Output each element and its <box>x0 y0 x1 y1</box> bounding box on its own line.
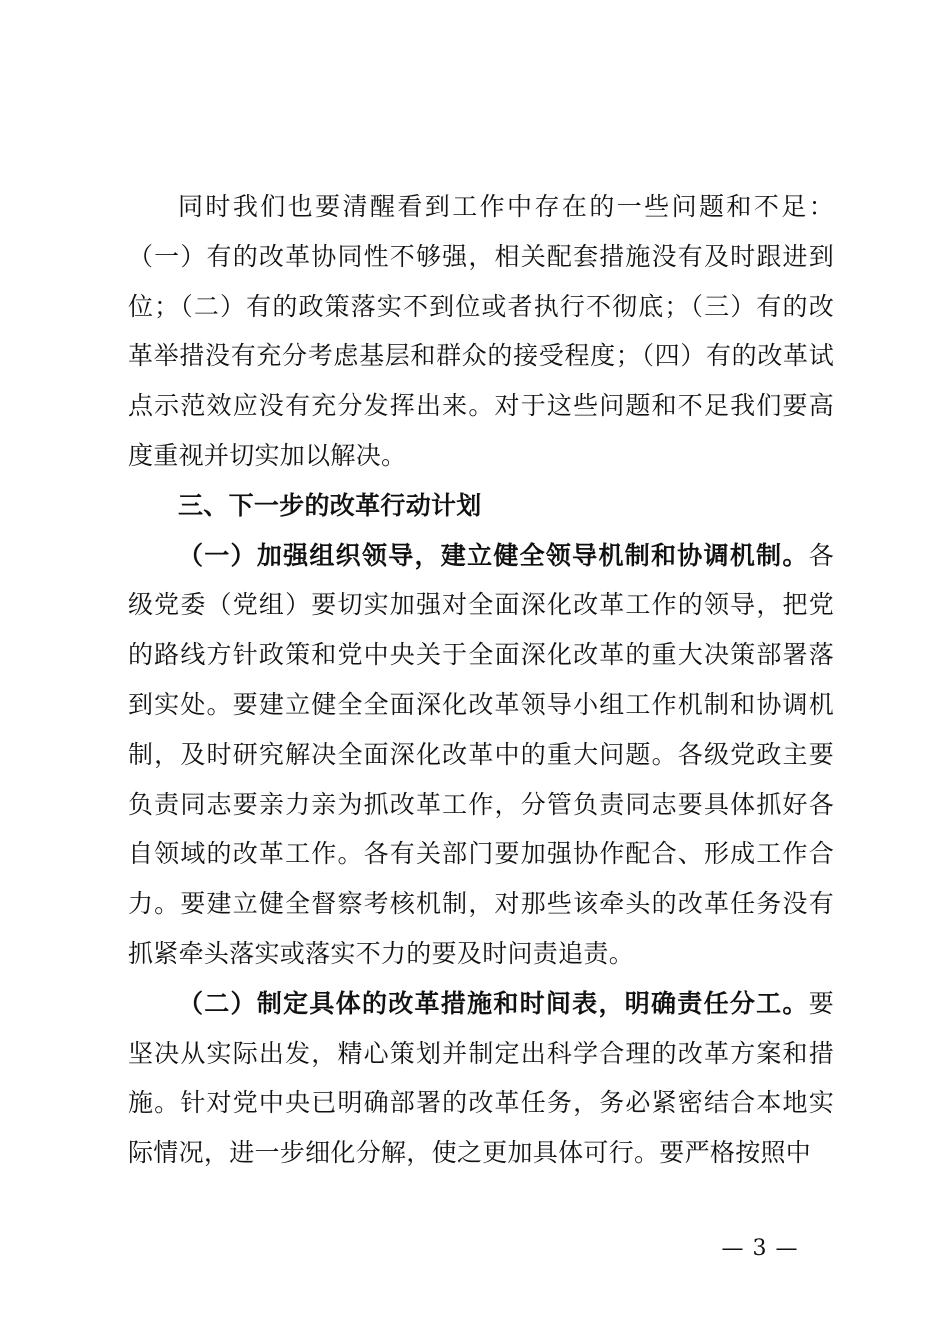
section-heading: 三、下一步的改革行动计划 <box>178 490 482 520</box>
item-2-text: 要坚决从实际出发，精心策划并制定出科学合理的改革方案和措施。针对党中央已明确部署的改革任务，务必紧密结合本地实际情况，进一步细化分解，使之更加具体可行。要严格按照中 <box>128 988 834 1168</box>
paragraph-problems-text: 同时我们也要清醒看到工作中存在的一些问题和不足：（一）有的改革协同性不够强，相关配套措施没有及时跟进到位；（二）有的政策落实不到位或者执行不彻底；（三）有的改革举措没有充分考虑基层和群众的接受程度；（四）有的改革试点示范效应没有充分发挥出来。对于这些问题和不足我们要高度重视并切实加以解决。 <box>128 192 834 470</box>
paragraph-problems <box>128 182 834 481</box>
item-1-lead: （一）加强组织领导，建立健全领导机制和协调机制。 <box>178 540 809 570</box>
item-2-lead: （二）制定具体的改革措施和时间表，明确责任分工。 <box>178 988 809 1018</box>
document-body <box>128 182 834 1178</box>
item-paragraph-1 <box>128 531 834 979</box>
item-1-text: 各级党委（党组）要切实加强对全面深化改革工作的领导，把党的路线方针政策和党中央关于全面深化改革的重大决策部署落到实处。要建立健全全面深化改革领导小组工作机制和协调机制，及时研究解决全面深化改革中的重大问题。各级党政主要负责同志要亲力亲为抓改革工作，分管负责同志要具体抓好各自领域的改革工作。各有关部门要加强协作配合、形成工作合力。要建立健全督察考核机制，对那些该牵头的改革任务没有抓紧牵头落实或落实不力的要及时问责追责。 <box>128 540 834 968</box>
page-number: — 3 — <box>721 1236 799 1261</box>
item-paragraph-2 <box>128 979 834 1178</box>
